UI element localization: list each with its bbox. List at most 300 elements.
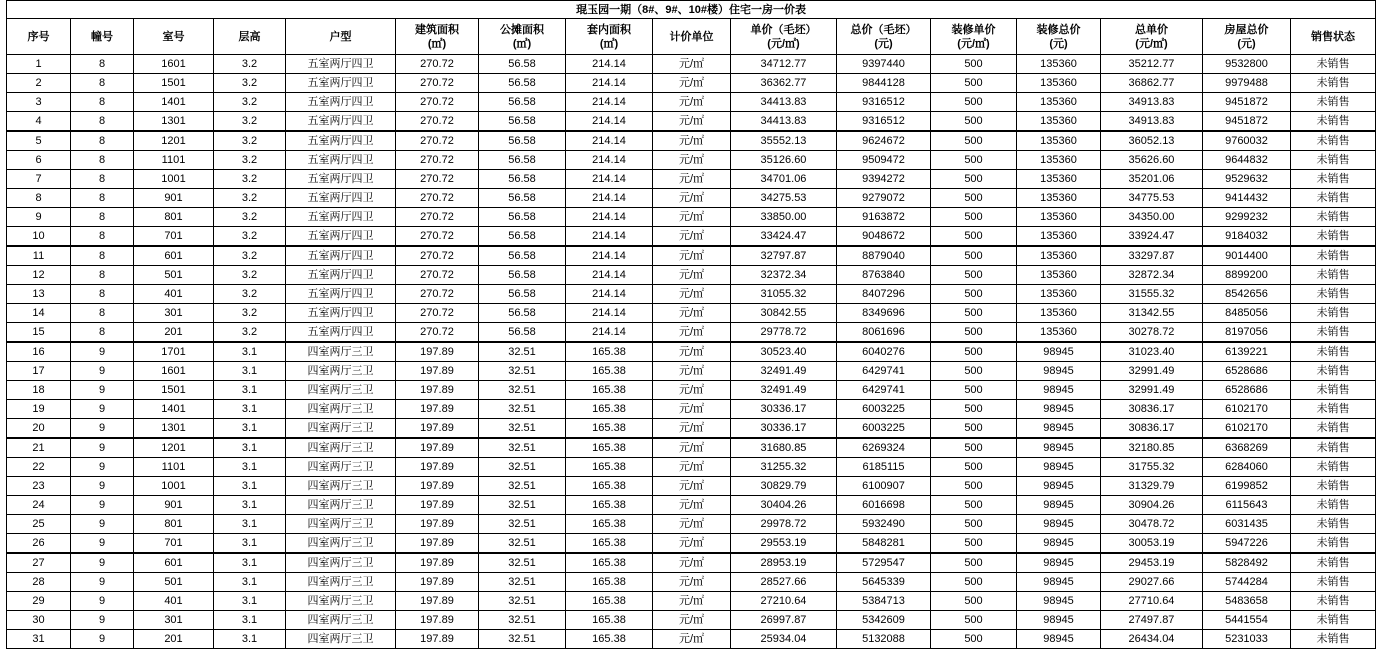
cell-decoration-total-price: 135360 xyxy=(1017,55,1101,74)
cell-decoration-total-price: 135360 xyxy=(1017,170,1101,189)
cell-decoration-unit-price: 500 xyxy=(931,342,1017,362)
cell-room: 201 xyxy=(134,630,214,649)
column-header-label: 公摊面积 xyxy=(500,23,544,36)
column-header-unit: (元) xyxy=(874,37,893,50)
cell-pricing-unit: 元/㎡ xyxy=(653,573,731,592)
cell-unit-price-rough: 32491.49 xyxy=(731,362,837,381)
cell-pricing-unit: 元/㎡ xyxy=(653,438,731,458)
cell-house-total-price: 5947226 xyxy=(1203,534,1291,554)
cell-floor-height: 3.1 xyxy=(214,419,286,439)
cell-unit-price-rough: 30336.17 xyxy=(731,400,837,419)
cell-room: 301 xyxy=(134,304,214,323)
cell-total-price-rough: 9163872 xyxy=(837,208,931,227)
column-header-label: 序号 xyxy=(27,30,50,43)
cell-building: 9 xyxy=(71,592,134,611)
cell-building: 9 xyxy=(71,458,134,477)
cell-decoration-unit-price: 500 xyxy=(931,362,1017,381)
table-title: 琨玉园一期（8#、9#、10#楼）住宅一房一价表 xyxy=(7,1,1376,19)
column-header-layout xyxy=(286,19,396,55)
table-row xyxy=(7,419,1376,439)
cell-room: 801 xyxy=(134,515,214,534)
cell-floor-height: 3.2 xyxy=(214,131,286,151)
cell-total-unit-price: 30836.17 xyxy=(1101,419,1203,439)
cell-decoration-total-price: 135360 xyxy=(1017,266,1101,285)
table-row xyxy=(7,189,1376,208)
cell-total-price-rough: 8879040 xyxy=(837,246,931,266)
cell-decoration-total-price: 135360 xyxy=(1017,304,1101,323)
cell-decoration-unit-price: 500 xyxy=(931,74,1017,93)
cell-shared-area: 32.51 xyxy=(479,630,566,649)
cell-sales-status: 未销售 xyxy=(1291,496,1376,515)
column-header-unit: (元/㎡) xyxy=(957,37,990,50)
table-row xyxy=(7,400,1376,419)
column-header-label: 销售状态 xyxy=(1311,30,1356,43)
column-header-decoration-total-price xyxy=(1017,19,1101,55)
cell-decoration-total-price: 98945 xyxy=(1017,630,1101,649)
cell-unit-price-rough: 25934.04 xyxy=(731,630,837,649)
cell-seq: 28 xyxy=(7,573,71,592)
cell-sales-status: 未销售 xyxy=(1291,381,1376,400)
cell-building-area: 197.89 xyxy=(396,400,479,419)
cell-total-price-rough: 9316512 xyxy=(837,112,931,132)
cell-shared-area: 56.58 xyxy=(479,55,566,74)
cell-total-unit-price: 26434.04 xyxy=(1101,630,1203,649)
cell-building: 8 xyxy=(71,131,134,151)
cell-decoration-unit-price: 500 xyxy=(931,496,1017,515)
cell-house-total-price: 5441554 xyxy=(1203,611,1291,630)
cell-layout: 五室两厅四卫 xyxy=(286,170,396,189)
cell-layout: 五室两厅四卫 xyxy=(286,285,396,304)
cell-sales-status: 未销售 xyxy=(1291,93,1376,112)
cell-inner-area: 214.14 xyxy=(566,151,653,170)
cell-building: 8 xyxy=(71,208,134,227)
cell-decoration-total-price: 98945 xyxy=(1017,381,1101,400)
column-header-decoration-unit-price xyxy=(931,19,1017,55)
cell-seq: 21 xyxy=(7,438,71,458)
cell-total-unit-price: 33924.47 xyxy=(1101,227,1203,247)
cell-total-unit-price: 31023.40 xyxy=(1101,342,1203,362)
cell-pricing-unit: 元/㎡ xyxy=(653,496,731,515)
cell-decoration-unit-price: 500 xyxy=(931,611,1017,630)
cell-unit-price-rough: 33850.00 xyxy=(731,208,837,227)
cell-seq: 11 xyxy=(7,246,71,266)
cell-sales-status: 未销售 xyxy=(1291,362,1376,381)
cell-pricing-unit: 元/㎡ xyxy=(653,74,731,93)
cell-decoration-unit-price: 500 xyxy=(931,285,1017,304)
cell-sales-status: 未销售 xyxy=(1291,400,1376,419)
column-header-row xyxy=(7,19,1376,55)
cell-decoration-total-price: 98945 xyxy=(1017,534,1101,554)
cell-inner-area: 165.38 xyxy=(566,400,653,419)
cell-building: 9 xyxy=(71,419,134,439)
column-header-sales-status xyxy=(1291,19,1376,55)
cell-shared-area: 32.51 xyxy=(479,381,566,400)
cell-unit-price-rough: 34701.06 xyxy=(731,170,837,189)
cell-house-total-price: 8899200 xyxy=(1203,266,1291,285)
cell-floor-height: 3.1 xyxy=(214,458,286,477)
cell-building: 8 xyxy=(71,74,134,93)
cell-floor-height: 3.1 xyxy=(214,534,286,554)
cell-shared-area: 32.51 xyxy=(479,534,566,554)
cell-house-total-price: 8485056 xyxy=(1203,304,1291,323)
cell-room: 201 xyxy=(134,323,214,343)
table-row xyxy=(7,438,1376,458)
cell-shared-area: 56.58 xyxy=(479,151,566,170)
cell-sales-status: 未销售 xyxy=(1291,285,1376,304)
cell-building: 9 xyxy=(71,400,134,419)
cell-unit-price-rough: 34275.53 xyxy=(731,189,837,208)
cell-room: 301 xyxy=(134,611,214,630)
cell-inner-area: 214.14 xyxy=(566,227,653,247)
cell-shared-area: 56.58 xyxy=(479,266,566,285)
cell-total-unit-price: 35212.77 xyxy=(1101,55,1203,74)
cell-building-area: 197.89 xyxy=(396,534,479,554)
cell-decoration-unit-price: 500 xyxy=(931,266,1017,285)
cell-total-price-rough: 8061696 xyxy=(837,323,931,343)
cell-floor-height: 3.2 xyxy=(214,323,286,343)
column-header-label: 幢号 xyxy=(91,30,113,43)
cell-building: 9 xyxy=(71,630,134,649)
cell-unit-price-rough: 29553.19 xyxy=(731,534,837,554)
cell-total-price-rough: 5729547 xyxy=(837,553,931,573)
cell-seq: 30 xyxy=(7,611,71,630)
cell-total-unit-price: 31342.55 xyxy=(1101,304,1203,323)
cell-floor-height: 3.1 xyxy=(214,400,286,419)
table-row xyxy=(7,285,1376,304)
cell-shared-area: 56.58 xyxy=(479,93,566,112)
cell-unit-price-rough: 30523.40 xyxy=(731,342,837,362)
cell-decoration-total-price: 135360 xyxy=(1017,112,1101,132)
table-row xyxy=(7,246,1376,266)
cell-building: 8 xyxy=(71,246,134,266)
cell-sales-status: 未销售 xyxy=(1291,323,1376,343)
cell-layout: 四室两厅三卫 xyxy=(286,381,396,400)
cell-house-total-price: 9979488 xyxy=(1203,74,1291,93)
cell-seq: 31 xyxy=(7,630,71,649)
column-header-building xyxy=(71,19,134,55)
table-row xyxy=(7,304,1376,323)
cell-pricing-unit: 元/㎡ xyxy=(653,266,731,285)
cell-seq: 1 xyxy=(7,55,71,74)
cell-decoration-total-price: 98945 xyxy=(1017,611,1101,630)
cell-room: 1001 xyxy=(134,477,214,496)
cell-layout: 四室两厅三卫 xyxy=(286,342,396,362)
cell-decoration-unit-price: 500 xyxy=(931,419,1017,439)
cell-building-area: 197.89 xyxy=(396,592,479,611)
cell-inner-area: 165.38 xyxy=(566,342,653,362)
cell-sales-status: 未销售 xyxy=(1291,189,1376,208)
column-header-unit: (㎡) xyxy=(427,37,447,50)
cell-unit-price-rough: 30829.79 xyxy=(731,477,837,496)
cell-building: 9 xyxy=(71,381,134,400)
cell-inner-area: 165.38 xyxy=(566,573,653,592)
cell-pricing-unit: 元/㎡ xyxy=(653,362,731,381)
cell-unit-price-rough: 34413.83 xyxy=(731,93,837,112)
cell-total-price-rough: 6100907 xyxy=(837,477,931,496)
cell-layout: 四室两厅三卫 xyxy=(286,362,396,381)
cell-floor-height: 3.2 xyxy=(214,208,286,227)
cell-sales-status: 未销售 xyxy=(1291,208,1376,227)
cell-building-area: 197.89 xyxy=(396,515,479,534)
cell-total-price-rough: 9624672 xyxy=(837,131,931,151)
column-header-label: 建筑面积 xyxy=(415,23,459,36)
cell-house-total-price: 9184032 xyxy=(1203,227,1291,247)
cell-building-area: 197.89 xyxy=(396,381,479,400)
cell-floor-height: 3.1 xyxy=(214,592,286,611)
cell-inner-area: 214.14 xyxy=(566,93,653,112)
cell-building-area: 197.89 xyxy=(396,573,479,592)
cell-decoration-total-price: 135360 xyxy=(1017,246,1101,266)
cell-decoration-unit-price: 500 xyxy=(931,458,1017,477)
cell-inner-area: 165.38 xyxy=(566,477,653,496)
cell-layout: 五室两厅四卫 xyxy=(286,151,396,170)
cell-building-area: 197.89 xyxy=(396,477,479,496)
cell-room: 901 xyxy=(134,189,214,208)
cell-layout: 四室两厅三卫 xyxy=(286,477,396,496)
cell-seq: 23 xyxy=(7,477,71,496)
table-row xyxy=(7,515,1376,534)
cell-total-price-rough: 8763840 xyxy=(837,266,931,285)
cell-floor-height: 3.1 xyxy=(214,611,286,630)
cell-decoration-total-price: 98945 xyxy=(1017,342,1101,362)
cell-room: 401 xyxy=(134,285,214,304)
cell-room: 501 xyxy=(134,573,214,592)
cell-total-unit-price: 31555.32 xyxy=(1101,285,1203,304)
cell-building: 8 xyxy=(71,227,134,247)
column-header-unit: (元/㎡) xyxy=(1135,37,1168,50)
cell-pricing-unit: 元/㎡ xyxy=(653,381,731,400)
cell-total-price-rough: 5848281 xyxy=(837,534,931,554)
column-header-label: 总单价 xyxy=(1135,23,1168,36)
cell-total-unit-price: 36862.77 xyxy=(1101,74,1203,93)
cell-sales-status: 未销售 xyxy=(1291,112,1376,132)
cell-decoration-unit-price: 500 xyxy=(931,400,1017,419)
cell-seq: 3 xyxy=(7,93,71,112)
cell-room: 1101 xyxy=(134,458,214,477)
cell-inner-area: 214.14 xyxy=(566,55,653,74)
cell-total-unit-price: 34913.83 xyxy=(1101,93,1203,112)
cell-seq: 29 xyxy=(7,592,71,611)
cell-total-price-rough: 5932490 xyxy=(837,515,931,534)
cell-room: 1501 xyxy=(134,74,214,93)
cell-shared-area: 32.51 xyxy=(479,553,566,573)
cell-decoration-total-price: 135360 xyxy=(1017,151,1101,170)
cell-building-area: 197.89 xyxy=(396,458,479,477)
cell-unit-price-rough: 35552.13 xyxy=(731,131,837,151)
cell-decoration-unit-price: 500 xyxy=(931,112,1017,132)
cell-building-area: 270.72 xyxy=(396,285,479,304)
cell-decoration-unit-price: 500 xyxy=(931,592,1017,611)
cell-floor-height: 3.1 xyxy=(214,630,286,649)
cell-pricing-unit: 元/㎡ xyxy=(653,553,731,573)
column-header-total-unit-price xyxy=(1101,19,1203,55)
cell-pricing-unit: 元/㎡ xyxy=(653,323,731,343)
cell-unit-price-rough: 28953.19 xyxy=(731,553,837,573)
column-header-label: 层高 xyxy=(238,30,261,43)
cell-floor-height: 3.2 xyxy=(214,74,286,93)
cell-decoration-total-price: 135360 xyxy=(1017,131,1101,151)
cell-inner-area: 214.14 xyxy=(566,285,653,304)
cell-unit-price-rough: 29978.72 xyxy=(731,515,837,534)
cell-unit-price-rough: 30336.17 xyxy=(731,419,837,439)
cell-unit-price-rough: 33424.47 xyxy=(731,227,837,247)
cell-shared-area: 32.51 xyxy=(479,419,566,439)
cell-house-total-price: 6528686 xyxy=(1203,381,1291,400)
cell-house-total-price: 6031435 xyxy=(1203,515,1291,534)
cell-seq: 15 xyxy=(7,323,71,343)
cell-sales-status: 未销售 xyxy=(1291,477,1376,496)
cell-total-price-rough: 9279072 xyxy=(837,189,931,208)
cell-floor-height: 3.1 xyxy=(214,381,286,400)
cell-decoration-total-price: 98945 xyxy=(1017,496,1101,515)
cell-building: 9 xyxy=(71,611,134,630)
table-row xyxy=(7,208,1376,227)
cell-building: 9 xyxy=(71,573,134,592)
cell-inner-area: 165.38 xyxy=(566,611,653,630)
column-header-unit: (元/㎡) xyxy=(767,37,800,50)
cell-house-total-price: 9451872 xyxy=(1203,93,1291,112)
cell-pricing-unit: 元/㎡ xyxy=(653,55,731,74)
cell-seq: 26 xyxy=(7,534,71,554)
cell-seq: 10 xyxy=(7,227,71,247)
cell-seq: 8 xyxy=(7,189,71,208)
cell-total-unit-price: 34775.53 xyxy=(1101,189,1203,208)
cell-shared-area: 32.51 xyxy=(479,496,566,515)
cell-building-area: 197.89 xyxy=(396,419,479,439)
cell-shared-area: 56.58 xyxy=(479,304,566,323)
cell-floor-height: 3.1 xyxy=(214,515,286,534)
cell-inner-area: 214.14 xyxy=(566,112,653,132)
cell-pricing-unit: 元/㎡ xyxy=(653,477,731,496)
cell-sales-status: 未销售 xyxy=(1291,131,1376,151)
cell-building: 9 xyxy=(71,438,134,458)
cell-building-area: 197.89 xyxy=(396,342,479,362)
cell-building-area: 270.72 xyxy=(396,93,479,112)
cell-pricing-unit: 元/㎡ xyxy=(653,93,731,112)
cell-total-unit-price: 29453.19 xyxy=(1101,553,1203,573)
cell-total-unit-price: 35626.60 xyxy=(1101,151,1203,170)
column-header-label: 计价单位 xyxy=(669,30,714,43)
cell-sales-status: 未销售 xyxy=(1291,630,1376,649)
cell-floor-height: 3.2 xyxy=(214,285,286,304)
cell-room: 1601 xyxy=(134,55,214,74)
cell-layout: 五室两厅四卫 xyxy=(286,246,396,266)
cell-seq: 17 xyxy=(7,362,71,381)
cell-decoration-total-price: 135360 xyxy=(1017,189,1101,208)
cell-sales-status: 未销售 xyxy=(1291,553,1376,573)
cell-layout: 五室两厅四卫 xyxy=(286,74,396,93)
cell-layout: 五室两厅四卫 xyxy=(286,227,396,247)
cell-house-total-price: 5744284 xyxy=(1203,573,1291,592)
cell-house-total-price: 9644832 xyxy=(1203,151,1291,170)
cell-total-price-rough: 6016698 xyxy=(837,496,931,515)
table-row xyxy=(7,477,1376,496)
cell-house-total-price: 9532800 xyxy=(1203,55,1291,74)
cell-decoration-unit-price: 500 xyxy=(931,304,1017,323)
table-row xyxy=(7,362,1376,381)
cell-decoration-unit-price: 500 xyxy=(931,553,1017,573)
cell-building-area: 197.89 xyxy=(396,611,479,630)
cell-seq: 24 xyxy=(7,496,71,515)
cell-building-area: 270.72 xyxy=(396,55,479,74)
cell-sales-status: 未销售 xyxy=(1291,266,1376,285)
cell-unit-price-rough: 30842.55 xyxy=(731,304,837,323)
column-header-label: 装修总价 xyxy=(1036,23,1081,36)
cell-decoration-total-price: 98945 xyxy=(1017,592,1101,611)
cell-total-price-rough: 6003225 xyxy=(837,419,931,439)
cell-total-unit-price: 30836.17 xyxy=(1101,400,1203,419)
cell-layout: 四室两厅三卫 xyxy=(286,534,396,554)
cell-layout: 四室两厅三卫 xyxy=(286,400,396,419)
cell-total-price-rough: 6269324 xyxy=(837,438,931,458)
cell-seq: 16 xyxy=(7,342,71,362)
table-row xyxy=(7,381,1376,400)
cell-inner-area: 214.14 xyxy=(566,304,653,323)
cell-sales-status: 未销售 xyxy=(1291,534,1376,554)
cell-total-price-rough: 5132088 xyxy=(837,630,931,649)
cell-floor-height: 3.1 xyxy=(214,573,286,592)
cell-pricing-unit: 元/㎡ xyxy=(653,592,731,611)
cell-decoration-total-price: 135360 xyxy=(1017,285,1101,304)
cell-floor-height: 3.2 xyxy=(214,189,286,208)
cell-house-total-price: 6102170 xyxy=(1203,400,1291,419)
cell-layout: 四室两厅三卫 xyxy=(286,553,396,573)
cell-inner-area: 214.14 xyxy=(566,131,653,151)
column-header-label: 房屋总价 xyxy=(1224,23,1269,36)
cell-building-area: 270.72 xyxy=(396,170,479,189)
cell-total-price-rough: 8407296 xyxy=(837,285,931,304)
cell-inner-area: 165.38 xyxy=(566,515,653,534)
table-row xyxy=(7,592,1376,611)
table-row xyxy=(7,151,1376,170)
column-header-inner-area xyxy=(566,19,653,55)
cell-sales-status: 未销售 xyxy=(1291,515,1376,534)
cell-layout: 五室两厅四卫 xyxy=(286,304,396,323)
cell-room: 1701 xyxy=(134,342,214,362)
cell-building-area: 197.89 xyxy=(396,496,479,515)
column-header-total-price-rough xyxy=(837,19,931,55)
cell-total-price-rough: 6429741 xyxy=(837,362,931,381)
cell-decoration-unit-price: 500 xyxy=(931,227,1017,247)
cell-unit-price-rough: 26997.87 xyxy=(731,611,837,630)
cell-building: 9 xyxy=(71,553,134,573)
cell-decoration-unit-price: 500 xyxy=(931,534,1017,554)
cell-decoration-unit-price: 500 xyxy=(931,93,1017,112)
cell-sales-status: 未销售 xyxy=(1291,592,1376,611)
cell-house-total-price: 9414432 xyxy=(1203,189,1291,208)
cell-shared-area: 56.58 xyxy=(479,323,566,343)
cell-total-price-rough: 9509472 xyxy=(837,151,931,170)
cell-building: 8 xyxy=(71,93,134,112)
cell-total-unit-price: 30278.72 xyxy=(1101,323,1203,343)
cell-unit-price-rough: 28527.66 xyxy=(731,573,837,592)
cell-total-unit-price: 27497.87 xyxy=(1101,611,1203,630)
cell-building: 8 xyxy=(71,55,134,74)
cell-inner-area: 214.14 xyxy=(566,246,653,266)
cell-room: 501 xyxy=(134,266,214,285)
cell-layout: 四室两厅三卫 xyxy=(286,611,396,630)
cell-shared-area: 56.58 xyxy=(479,189,566,208)
cell-decoration-unit-price: 500 xyxy=(931,438,1017,458)
column-header-building-area xyxy=(396,19,479,55)
cell-total-unit-price: 30904.26 xyxy=(1101,496,1203,515)
cell-floor-height: 3.2 xyxy=(214,227,286,247)
cell-seq: 5 xyxy=(7,131,71,151)
cell-house-total-price: 6115643 xyxy=(1203,496,1291,515)
column-header-label: 单价（毛坯） xyxy=(750,23,817,36)
cell-layout: 四室两厅三卫 xyxy=(286,515,396,534)
cell-sales-status: 未销售 xyxy=(1291,246,1376,266)
